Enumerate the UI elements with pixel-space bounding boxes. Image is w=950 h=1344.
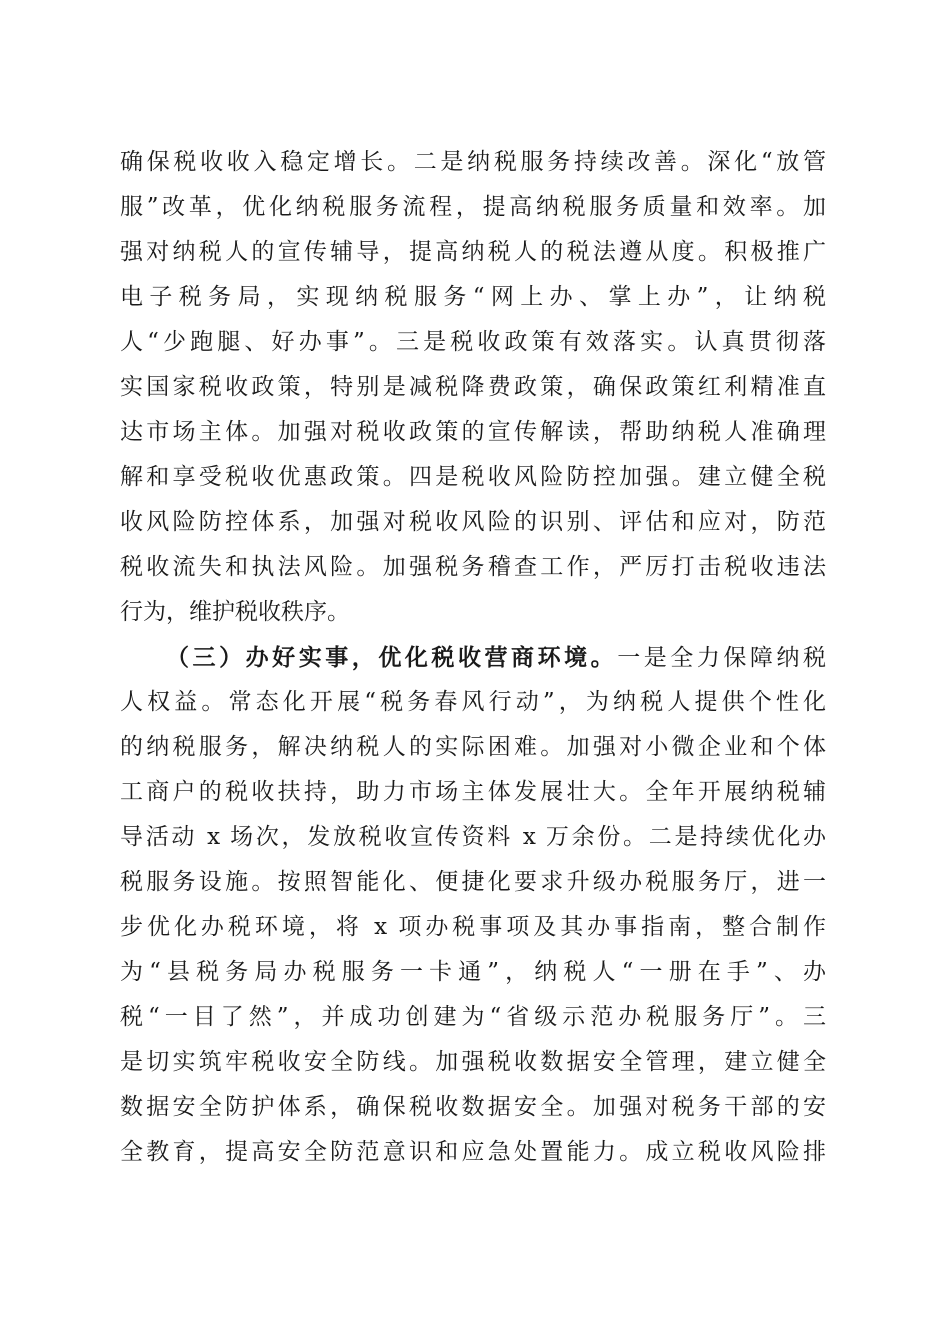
text-line: 实国家税收政策，特别是减税降费政策，确保政策红利精准直 bbox=[120, 374, 826, 400]
text-line: 导活动 x 场次，发放税收宣传资料 x 万余份。二是持续优化办 bbox=[120, 824, 826, 850]
text-line: 的纳税服务，解决纳税人的实际困难。加强对小微企业和个体 bbox=[120, 734, 826, 760]
text-line: 人权益。常态化开展“税务春风行动”，为纳税人提供个性化 bbox=[120, 689, 826, 715]
section-heading-line bbox=[120, 635, 826, 680]
text-line: 税服务设施。按照智能化、便捷化要求升级办税服务厅，进一 bbox=[120, 869, 826, 895]
text-fragment: 一是全力保障纳税 bbox=[617, 645, 827, 671]
text-line: 税“一目了然”，并成功创建为“省级示范办税服务厅”。三 bbox=[120, 1004, 826, 1030]
text-line: 行为，维护税收秩序。 bbox=[120, 599, 350, 625]
text-line: 税收流失和执法风险。加强税务稽查工作，严厉打击税收违法 bbox=[120, 554, 826, 580]
text-line: 解和享受税收优惠政策。四是税收风险防控加强。建立健全税 bbox=[120, 464, 826, 490]
text-line: 强对纳税人的宣传辅导，提高纳税人的税法遵从度。积极推广 bbox=[120, 239, 826, 265]
section-heading: （三）办好实事，优化税收营商环境。 bbox=[166, 644, 618, 671]
text-line: 服”改革，优化纳税服务流程，提高纳税服务质量和效率。加 bbox=[120, 194, 826, 220]
paragraph-2 bbox=[120, 635, 826, 1175]
text-line: 人“少跑腿、好办事”。三是税收政策有效落实。认真贯彻落 bbox=[120, 329, 826, 355]
text-line: 电子税务局，实现纳税服务“网上办、掌上办”，让纳税 bbox=[120, 284, 826, 310]
text-line: 数据安全防护体系，确保税收数据安全。加强对税务干部的安 bbox=[120, 1094, 826, 1120]
text-line: 工商户的税收扶持，助力市场主体发展壮大。全年开展纳税辅 bbox=[120, 779, 826, 805]
text-line: 达市场主体。加强对税收政策的宣传解读，帮助纳税人准确理 bbox=[120, 419, 826, 445]
text-line: 是切实筑牢税收安全防线。加强税收数据安全管理，建立健全 bbox=[120, 1049, 826, 1075]
paragraph-1 bbox=[120, 140, 826, 635]
text-line: 为“县税务局办税服务一卡通”，纳税人“一册在手”、办 bbox=[120, 959, 826, 985]
text-line: 全教育，提高安全防范意识和应急处置能力。成立税收风险排 bbox=[120, 1139, 826, 1165]
text-line: 收风险防控体系，加强对税收风险的识别、评估和应对，防范 bbox=[120, 509, 826, 535]
document-body bbox=[120, 140, 826, 1175]
text-line: 步优化办税环境，将 x 项办税事项及其办事指南，整合制作 bbox=[120, 914, 826, 940]
text-line: 确保税收收入稳定增长。二是纳税服务持续改善。深化“放管 bbox=[120, 149, 826, 175]
